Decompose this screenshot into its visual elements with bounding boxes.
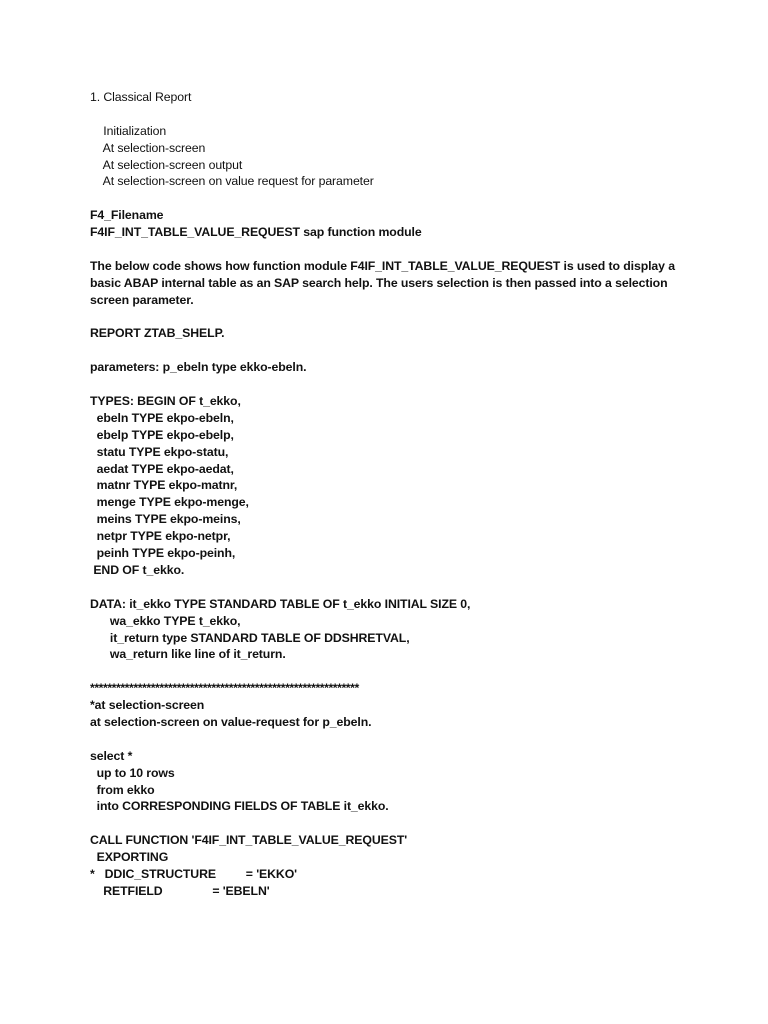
doc-line: At selection-screen output [90,157,243,172]
document-body [90,89,710,900]
doc-line: menge TYPE ekpo-menge, [90,495,249,510]
doc-line: *at selection-screen [90,698,205,713]
doc-line: END OF t_ekko. [90,562,185,577]
doc-line: TYPES: BEGIN OF t_ekko, [90,394,241,409]
doc-line [90,342,710,359]
doc-line [90,663,710,680]
doc-line: wa_return like line of it_return. [90,647,286,662]
doc-line: peinh TYPE ekpo-peinh, [90,546,236,561]
doc-line [90,376,710,393]
doc-line: At selection-screen on value request for parameter [90,174,374,189]
doc-line: 1. Classical Report [90,90,192,104]
doc-line: EXPORTING [90,850,169,865]
doc-line [90,815,710,832]
doc-line: aedat TYPE ekpo-aedat, [90,461,234,476]
doc-line [90,190,710,207]
doc-line: matnr TYPE ekpo-matnr, [90,478,238,493]
doc-line: REPORT ZTAB_SHELP. [90,326,225,341]
doc-line: screen parameter. [90,292,194,307]
doc-line: * DDIC_STRUCTURE = 'EKKO' [90,866,297,881]
doc-line [90,309,710,326]
doc-line: from ekko [90,782,155,797]
doc-line: at selection-screen on value-request for p_ebeln. [90,714,372,729]
doc-line: into CORRESPONDING FIELDS OF TABLE it_ekko. [90,799,389,814]
doc-line: The below code shows how function module F4IF_INT_TABLE_VALUE_REQUEST is used to display a [90,258,675,273]
doc-line: ebeln TYPE ekpo-ebeln, [90,410,234,425]
doc-line: Initialization [90,123,167,138]
doc-line: statu TYPE ekpo-statu, [90,444,229,459]
doc-line: meins TYPE ekpo-meins, [90,512,241,527]
doc-line: parameters: p_ebeln type ekko-ebeln. [90,360,307,375]
doc-line: DATA: it_ekko TYPE STANDARD TABLE OF t_ekko INITIAL SIZE 0, [90,596,471,611]
doc-line: RETFIELD = 'EBELN' [90,883,270,898]
doc-line [90,241,710,258]
doc-line: F4IF_INT_TABLE_VALUE_REQUEST sap function module [90,225,422,240]
doc-line [90,106,710,123]
doc-line: netpr TYPE ekpo-netpr, [90,529,231,544]
doc-line: up to 10 rows [90,765,175,780]
doc-line: F4_Filename [90,208,164,223]
doc-line: wa_ekko TYPE t_ekko, [90,613,241,628]
doc-line: ebelp TYPE ekpo-ebelp, [90,427,234,442]
doc-line: At selection-screen [90,140,206,155]
doc-line: select * [90,748,133,763]
doc-line: basic ABAP internal table as an SAP search help. The users selection is then passed into a selection [90,275,668,290]
doc-line [90,579,710,596]
separator-line: ************************************************************** [90,681,359,696]
doc-line: it_return type STANDARD TABLE OF DDSHRETVAL, [90,630,410,645]
doc-line: CALL FUNCTION 'F4IF_INT_TABLE_VALUE_REQUEST' [90,833,408,848]
doc-line [90,731,710,748]
